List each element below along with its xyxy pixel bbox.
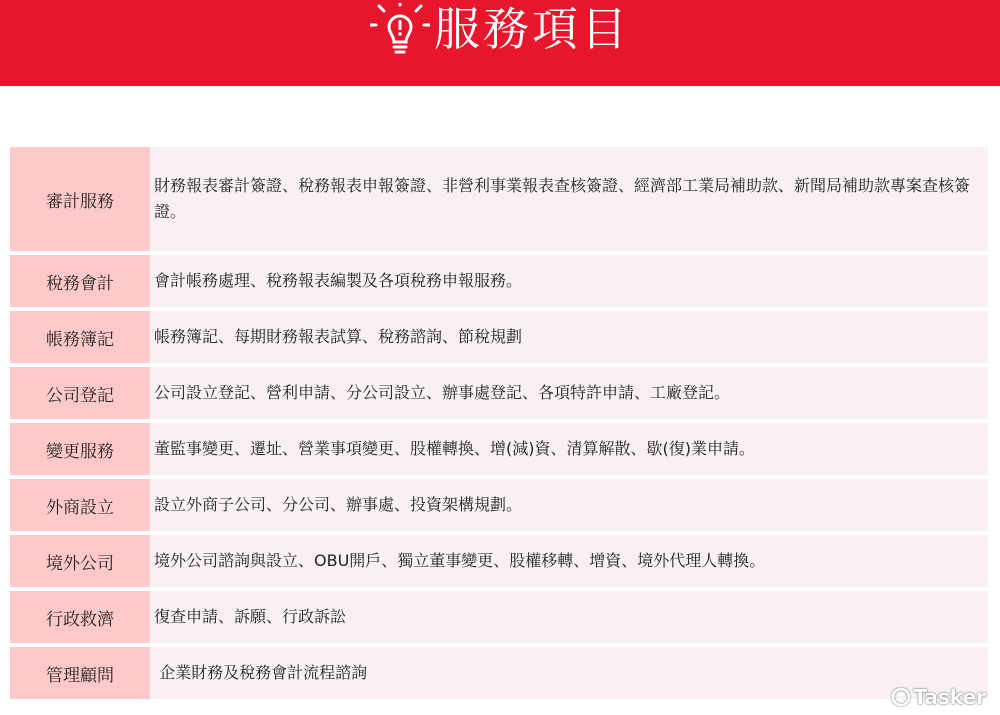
service-description: 董監事變更、遷址、營業事項變更、股權轉換、增(減)資、清算解散、歇(復)業申請。 (150, 423, 988, 475)
service-description: 帳務簿記、每期財務報表試算、稅務諮詢、節稅規劃 (150, 311, 988, 363)
table-row (10, 311, 988, 367)
service-category: 行政救濟 (10, 591, 150, 643)
service-description: 復查申請、訴願、行政訴訟 (150, 591, 988, 643)
table-row (10, 255, 988, 311)
tasker-logo-icon (891, 687, 911, 707)
service-category: 帳務簿記 (10, 311, 150, 363)
service-description: 設立外商子公司、分公司、辦事處、投資架構規劃。 (150, 479, 988, 531)
table-row (10, 367, 988, 423)
lightbulb-icon (370, 3, 430, 55)
table-row (10, 647, 988, 703)
service-description: 境外公司諮詢與設立、OBU開戶、獨立董事變更、股權移轉、增資、境外代理人轉換。 (150, 535, 988, 587)
watermark-text: Tasker (913, 685, 986, 709)
page-header (0, 0, 1000, 86)
tasker-watermark (891, 685, 986, 709)
service-category: 稅務會計 (10, 255, 150, 307)
service-category: 變更服務 (10, 423, 150, 475)
table-row (10, 479, 988, 535)
service-description: 公司設立登記、營利申請、分公司設立、辦事處登記、各項特許申請、工廠登記。 (150, 367, 988, 419)
page-title: 服務項目 (434, 2, 630, 56)
service-category: 境外公司 (10, 535, 150, 587)
table-row (10, 591, 988, 647)
table-row (10, 423, 988, 479)
service-description: 企業財務及稅務會計流程諮詢 (150, 647, 988, 699)
service-description: 財務報表審計簽證、稅務報表申報簽證、非營利事業報表查核簽證、經濟部工業局補助款、新聞局補助款專案查核簽證。 (150, 147, 988, 251)
service-category: 外商設立 (10, 479, 150, 531)
services-table (10, 147, 988, 703)
table-row (10, 535, 988, 591)
table-row (10, 147, 988, 255)
service-category: 管理顧問 (10, 647, 150, 699)
service-description: 會計帳務處理、稅務報表編製及各項稅務申報服務。 (150, 255, 988, 307)
service-category: 審計服務 (10, 147, 150, 251)
header-title-group (0, 0, 1000, 58)
service-category: 公司登記 (10, 367, 150, 419)
